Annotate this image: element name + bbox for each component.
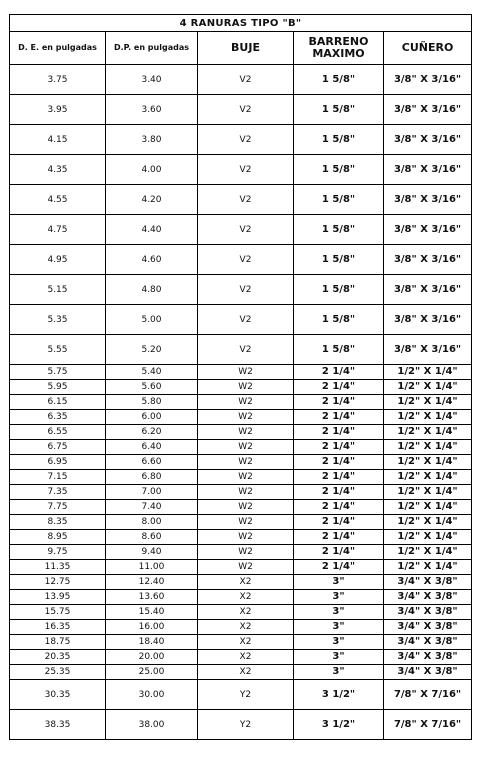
table-row: [10, 650, 472, 665]
header-keyway: CUÑERO: [384, 32, 472, 65]
outer-diameter-cell: 5.55: [10, 335, 106, 365]
outer-diameter-cell: 3.75: [10, 65, 106, 95]
bushing-cell: X2: [198, 650, 294, 665]
bushing-cell: W2: [198, 470, 294, 485]
table-row: [10, 380, 472, 395]
table-row: [10, 620, 472, 635]
max-bore-cell: 1 5/8": [294, 155, 384, 185]
table-row: [10, 425, 472, 440]
table-row: [10, 155, 472, 185]
outer-diameter-cell: 5.95: [10, 380, 106, 395]
table-row: [10, 95, 472, 125]
header-pitch-diameter: D.P. en pulgadas: [106, 32, 198, 65]
outer-diameter-cell: 11.35: [10, 560, 106, 575]
bushing-cell: Y2: [198, 680, 294, 710]
keyway-cell: 1/2" X 1/4": [384, 485, 472, 500]
pitch-diameter-cell: 15.40: [106, 605, 198, 620]
pitch-diameter-cell: 4.60: [106, 245, 198, 275]
outer-diameter-cell: 25.35: [10, 665, 106, 680]
pitch-diameter-cell: 5.40: [106, 365, 198, 380]
pitch-diameter-cell: 16.00: [106, 620, 198, 635]
keyway-cell: 3/4" X 3/8": [384, 605, 472, 620]
pitch-diameter-cell: 5.60: [106, 380, 198, 395]
pitch-diameter-cell: 8.00: [106, 515, 198, 530]
pitch-diameter-cell: 4.80: [106, 275, 198, 305]
outer-diameter-cell: 5.15: [10, 275, 106, 305]
keyway-cell: 3/4" X 3/8": [384, 590, 472, 605]
bushing-cell: W2: [198, 425, 294, 440]
pitch-diameter-cell: 6.60: [106, 455, 198, 470]
bushing-cell: W2: [198, 365, 294, 380]
keyway-cell: 3/4" X 3/8": [384, 650, 472, 665]
table-row: [10, 710, 472, 740]
table-row: [10, 680, 472, 710]
max-bore-cell: 2 1/4": [294, 395, 384, 410]
max-bore-cell: 1 5/8": [294, 125, 384, 155]
outer-diameter-cell: 3.95: [10, 95, 106, 125]
bushing-cell: V2: [198, 215, 294, 245]
max-bore-cell: 2 1/4": [294, 530, 384, 545]
keyway-cell: 7/8" X 7/16": [384, 710, 472, 740]
table-row: [10, 530, 472, 545]
table-row: [10, 575, 472, 590]
pitch-diameter-cell: 9.40: [106, 545, 198, 560]
outer-diameter-cell: 6.95: [10, 455, 106, 470]
bushing-cell: X2: [198, 575, 294, 590]
bushing-cell: X2: [198, 620, 294, 635]
table-row: [10, 605, 472, 620]
keyway-cell: 3/8" X 3/16": [384, 335, 472, 365]
table-row: [10, 365, 472, 380]
outer-diameter-cell: 38.35: [10, 710, 106, 740]
outer-diameter-cell: 30.35: [10, 680, 106, 710]
table-row: [10, 485, 472, 500]
pitch-diameter-cell: 5.80: [106, 395, 198, 410]
pitch-diameter-cell: 7.00: [106, 485, 198, 500]
keyway-cell: 3/8" X 3/16": [384, 305, 472, 335]
bushing-cell: W2: [198, 515, 294, 530]
bushing-cell: X2: [198, 590, 294, 605]
keyway-cell: 1/2" X 1/4": [384, 440, 472, 455]
keyway-cell: 1/2" X 1/4": [384, 380, 472, 395]
outer-diameter-cell: 7.75: [10, 500, 106, 515]
max-bore-cell: 1 5/8": [294, 275, 384, 305]
outer-diameter-cell: 5.35: [10, 305, 106, 335]
outer-diameter-cell: 13.95: [10, 590, 106, 605]
outer-diameter-cell: 9.75: [10, 545, 106, 560]
pitch-diameter-cell: 3.40: [106, 65, 198, 95]
outer-diameter-cell: 8.35: [10, 515, 106, 530]
bushing-cell: W2: [198, 410, 294, 425]
pitch-diameter-cell: 11.00: [106, 560, 198, 575]
keyway-cell: 3/8" X 3/16": [384, 185, 472, 215]
keyway-cell: 3/4" X 3/8": [384, 575, 472, 590]
table-row: [10, 275, 472, 305]
keyway-cell: 3/8" X 3/16": [384, 95, 472, 125]
table-row: [10, 560, 472, 575]
bushing-cell: V2: [198, 245, 294, 275]
bushing-cell: V2: [198, 155, 294, 185]
pitch-diameter-cell: 38.00: [106, 710, 198, 740]
outer-diameter-cell: 6.35: [10, 410, 106, 425]
keyway-cell: 1/2" X 1/4": [384, 560, 472, 575]
outer-diameter-cell: 4.55: [10, 185, 106, 215]
table-row: [10, 515, 472, 530]
keyway-cell: 1/2" X 1/4": [384, 530, 472, 545]
max-bore-cell: 2 1/4": [294, 455, 384, 470]
outer-diameter-cell: 6.75: [10, 440, 106, 455]
max-bore-cell: 3": [294, 665, 384, 680]
keyway-cell: 1/2" X 1/4": [384, 425, 472, 440]
max-bore-cell: 2 1/4": [294, 380, 384, 395]
keyway-cell: 1/2" X 1/4": [384, 410, 472, 425]
table-row: [10, 590, 472, 605]
pitch-diameter-cell: 5.00: [106, 305, 198, 335]
pitch-diameter-cell: 20.00: [106, 650, 198, 665]
pitch-diameter-cell: 3.60: [106, 95, 198, 125]
pitch-diameter-cell: 6.40: [106, 440, 198, 455]
header-max-bore: BARRENO MAXIMO: [294, 32, 384, 65]
max-bore-cell: 3 1/2": [294, 710, 384, 740]
max-bore-cell: 3": [294, 590, 384, 605]
outer-diameter-cell: 6.55: [10, 425, 106, 440]
header-bushing: BUJE: [198, 32, 294, 65]
outer-diameter-cell: 4.15: [10, 125, 106, 155]
table-row: [10, 245, 472, 275]
outer-diameter-cell: 16.35: [10, 620, 106, 635]
bushing-cell: W2: [198, 455, 294, 470]
pitch-diameter-cell: 25.00: [106, 665, 198, 680]
table-row: [10, 455, 472, 470]
table-row: [10, 125, 472, 155]
keyway-cell: 1/2" X 1/4": [384, 470, 472, 485]
max-bore-cell: 2 1/4": [294, 470, 384, 485]
table-body: [10, 65, 472, 740]
pitch-diameter-cell: 5.20: [106, 335, 198, 365]
spec-table: [9, 14, 472, 740]
outer-diameter-cell: 8.95: [10, 530, 106, 545]
max-bore-cell: 2 1/4": [294, 365, 384, 380]
bushing-cell: X2: [198, 605, 294, 620]
keyway-cell: 1/2" X 1/4": [384, 545, 472, 560]
outer-diameter-cell: 7.15: [10, 470, 106, 485]
outer-diameter-cell: 4.35: [10, 155, 106, 185]
bushing-cell: X2: [198, 635, 294, 650]
keyway-cell: 3/8" X 3/16": [384, 65, 472, 95]
max-bore-cell: 2 1/4": [294, 440, 384, 455]
pitch-diameter-cell: 30.00: [106, 680, 198, 710]
keyway-cell: 1/2" X 1/4": [384, 515, 472, 530]
keyway-cell: 3/8" X 3/16": [384, 215, 472, 245]
bushing-cell: V2: [198, 335, 294, 365]
max-bore-cell: 1 5/8": [294, 65, 384, 95]
bushing-cell: V2: [198, 95, 294, 125]
keyway-cell: 1/2" X 1/4": [384, 365, 472, 380]
pitch-diameter-cell: 6.80: [106, 470, 198, 485]
max-bore-cell: 1 5/8": [294, 215, 384, 245]
max-bore-cell: 2 1/4": [294, 515, 384, 530]
bushing-cell: W2: [198, 395, 294, 410]
keyway-cell: 3/8" X 3/16": [384, 125, 472, 155]
bushing-cell: V2: [198, 275, 294, 305]
bushing-cell: W2: [198, 545, 294, 560]
max-bore-cell: 3": [294, 605, 384, 620]
max-bore-cell: 1 5/8": [294, 305, 384, 335]
max-bore-cell: 3": [294, 620, 384, 635]
bushing-cell: W2: [198, 500, 294, 515]
bushing-cell: W2: [198, 440, 294, 455]
outer-diameter-cell: 12.75: [10, 575, 106, 590]
table-row: [10, 500, 472, 515]
bushing-cell: V2: [198, 305, 294, 335]
keyway-cell: 1/2" X 1/4": [384, 395, 472, 410]
keyway-cell: 1/2" X 1/4": [384, 455, 472, 470]
bushing-cell: V2: [198, 65, 294, 95]
table-row: [10, 65, 472, 95]
table-row: [10, 665, 472, 680]
pitch-diameter-cell: 8.60: [106, 530, 198, 545]
max-bore-cell: 2 1/4": [294, 425, 384, 440]
pitch-diameter-cell: 7.40: [106, 500, 198, 515]
table-row: [10, 305, 472, 335]
outer-diameter-cell: 4.95: [10, 245, 106, 275]
max-bore-cell: 2 1/4": [294, 485, 384, 500]
max-bore-cell: 1 5/8": [294, 185, 384, 215]
bushing-cell: W2: [198, 485, 294, 500]
table-row: [10, 335, 472, 365]
max-bore-cell: 3 1/2": [294, 680, 384, 710]
max-bore-cell: 3": [294, 575, 384, 590]
bushing-cell: W2: [198, 380, 294, 395]
max-bore-cell: 1 5/8": [294, 95, 384, 125]
table-row: [10, 395, 472, 410]
max-bore-cell: 2 1/4": [294, 410, 384, 425]
table-row: [10, 440, 472, 455]
outer-diameter-cell: 15.75: [10, 605, 106, 620]
outer-diameter-cell: 6.15: [10, 395, 106, 410]
table-row: [10, 410, 472, 425]
keyway-cell: 3/4" X 3/8": [384, 620, 472, 635]
outer-diameter-cell: 4.75: [10, 215, 106, 245]
header-outer-diameter: D. E. en pulgadas: [10, 32, 106, 65]
table-row: [10, 185, 472, 215]
max-bore-cell: 3": [294, 650, 384, 665]
table-row: [10, 545, 472, 560]
max-bore-cell: 1 5/8": [294, 335, 384, 365]
max-bore-cell: 2 1/4": [294, 545, 384, 560]
keyway-cell: 7/8" X 7/16": [384, 680, 472, 710]
pitch-diameter-cell: 13.60: [106, 590, 198, 605]
bushing-cell: Y2: [198, 710, 294, 740]
table-row: [10, 635, 472, 650]
bushing-cell: W2: [198, 530, 294, 545]
keyway-cell: 3/8" X 3/16": [384, 245, 472, 275]
pitch-diameter-cell: 3.80: [106, 125, 198, 155]
outer-diameter-cell: 7.35: [10, 485, 106, 500]
max-bore-cell: 2 1/4": [294, 560, 384, 575]
keyway-cell: 3/8" X 3/16": [384, 155, 472, 185]
keyway-cell: 3/4" X 3/8": [384, 665, 472, 680]
outer-diameter-cell: 5.75: [10, 365, 106, 380]
pitch-diameter-cell: 4.00: [106, 155, 198, 185]
max-bore-cell: 1 5/8": [294, 245, 384, 275]
table-title: 4 RANURAS TIPO "B": [10, 15, 472, 32]
max-bore-cell: 3": [294, 635, 384, 650]
pitch-diameter-cell: 6.20: [106, 425, 198, 440]
table-row: [10, 470, 472, 485]
bushing-cell: X2: [198, 665, 294, 680]
pitch-diameter-cell: 4.40: [106, 215, 198, 245]
bushing-cell: V2: [198, 125, 294, 155]
pitch-diameter-cell: 4.20: [106, 185, 198, 215]
table-row: [10, 215, 472, 245]
pitch-diameter-cell: 12.40: [106, 575, 198, 590]
pitch-diameter-cell: 18.40: [106, 635, 198, 650]
max-bore-cell: 2 1/4": [294, 500, 384, 515]
keyway-cell: 3/4" X 3/8": [384, 635, 472, 650]
bushing-cell: W2: [198, 560, 294, 575]
pitch-diameter-cell: 6.00: [106, 410, 198, 425]
bushing-cell: V2: [198, 185, 294, 215]
outer-diameter-cell: 18.75: [10, 635, 106, 650]
keyway-cell: 1/2" X 1/4": [384, 500, 472, 515]
keyway-cell: 3/8" X 3/16": [384, 275, 472, 305]
outer-diameter-cell: 20.35: [10, 650, 106, 665]
